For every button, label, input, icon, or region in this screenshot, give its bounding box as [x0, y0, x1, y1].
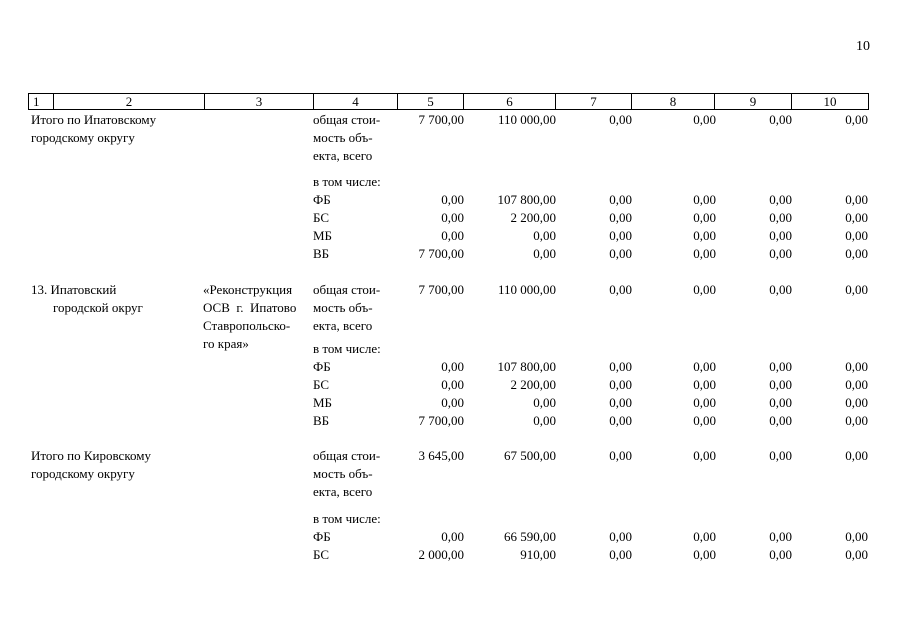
block-name-line: городскому округу: [31, 466, 135, 481]
table-cell: 0,00: [769, 228, 792, 243]
table-cell: 0,00: [693, 246, 716, 261]
object-name-line: Ставропольско-: [203, 318, 291, 333]
table-cell: 0,00: [769, 448, 792, 463]
table-cell: 0,00: [441, 529, 464, 544]
table-cell: 2 200,00: [510, 210, 556, 225]
row-label: БС: [313, 377, 330, 392]
row-label: ВБ: [313, 246, 330, 261]
total-label-line: общая стои-: [313, 282, 381, 297]
table-cell: 0,00: [769, 413, 792, 428]
table-cell: 0,00: [609, 413, 632, 428]
header-col-4: 4: [313, 94, 397, 109]
table-cell: 0,00: [609, 529, 632, 544]
total-label-line: мость объ-: [313, 130, 373, 145]
table-cell: 0,00: [769, 112, 792, 127]
header-col-8: 8: [631, 94, 714, 109]
table-cell: 0,00: [769, 246, 792, 261]
table-cell: 0,00: [845, 448, 868, 463]
incl-label: в том числе:: [313, 341, 381, 356]
table-cell: 0,00: [769, 359, 792, 374]
total-label-line: екта, всего: [313, 148, 373, 163]
table-cell: 0,00: [769, 529, 792, 544]
table-cell: 67 500,00: [504, 448, 556, 463]
row-label: БС: [313, 210, 330, 225]
table-cell: 0,00: [609, 377, 632, 392]
header-col-9: 9: [714, 94, 791, 109]
header-col-2: 2: [53, 94, 204, 109]
table-cell: 0,00: [845, 529, 868, 544]
table-cell: 0,00: [693, 448, 716, 463]
table-cell: 7 700,00: [418, 246, 464, 261]
table-cell: 0,00: [845, 282, 868, 297]
table-cell: 0,00: [845, 228, 868, 243]
table-cell: 0,00: [609, 210, 632, 225]
table-cell: 0,00: [441, 377, 464, 392]
header-col-3: 3: [204, 94, 313, 109]
total-label-line: мость объ-: [313, 466, 373, 481]
row-label: ФБ: [313, 359, 331, 374]
table-cell: 0,00: [845, 246, 868, 261]
table-cell: 0,00: [693, 377, 716, 392]
block-name-line: Итого по Кировскому: [31, 448, 151, 463]
table-cell: 0,00: [845, 210, 868, 225]
table-cell: 0,00: [441, 210, 464, 225]
table-cell: 7 700,00: [418, 112, 464, 127]
table-cell: 0,00: [441, 228, 464, 243]
table-cell: 0,00: [441, 395, 464, 410]
table-cell: 0,00: [609, 228, 632, 243]
table-cell: 0,00: [609, 246, 632, 261]
table-cell: 0,00: [441, 192, 464, 207]
table-cell: 3 645,00: [418, 448, 464, 463]
table-cell: 0,00: [533, 413, 556, 428]
table-cell: 0,00: [693, 112, 716, 127]
row-label: МБ: [313, 395, 333, 410]
table-cell: 0,00: [845, 192, 868, 207]
row-label: ФБ: [313, 529, 331, 544]
table-cell: 910,00: [520, 547, 556, 562]
table-cell: 0,00: [533, 228, 556, 243]
table-cell: 2 000,00: [418, 547, 464, 562]
table-cell: 0,00: [693, 529, 716, 544]
row-label: МБ: [313, 228, 333, 243]
total-label-line: екта, всего: [313, 318, 373, 333]
table-cell: 0,00: [693, 359, 716, 374]
table-cell: 0,00: [693, 413, 716, 428]
table-cell: 2 200,00: [510, 377, 556, 392]
table-cell: 110 000,00: [497, 282, 556, 297]
object-name-line: го края»: [203, 336, 249, 351]
table-cell: 0,00: [609, 112, 632, 127]
block-name-line: 13. Ипатовский: [31, 282, 117, 297]
table-cell: 0,00: [845, 112, 868, 127]
incl-label: в том числе:: [313, 174, 381, 189]
row-label: ВБ: [313, 413, 330, 428]
header-col-1: 1: [33, 94, 40, 109]
row-label: ФБ: [313, 192, 331, 207]
header-col-10: 10: [791, 94, 868, 109]
header-col-5: 5: [397, 94, 463, 109]
table-cell: 0,00: [609, 547, 632, 562]
table-cell: 0,00: [609, 359, 632, 374]
table-cell: 7 700,00: [418, 413, 464, 428]
table-cell: 0,00: [693, 192, 716, 207]
table-cell: 0,00: [693, 282, 716, 297]
table-cell: 0,00: [609, 448, 632, 463]
total-label-line: мость объ-: [313, 300, 373, 315]
object-name-line: «Реконструкция: [203, 282, 293, 297]
incl-label: в том числе:: [313, 511, 381, 526]
table-cell: 0,00: [693, 547, 716, 562]
block-name-line: городской округ: [53, 300, 143, 315]
table-cell: 0,00: [845, 413, 868, 428]
table-cell: 0,00: [441, 359, 464, 374]
total-label-line: екта, всего: [313, 484, 373, 499]
table-cell: 0,00: [769, 210, 792, 225]
table-cell: 0,00: [769, 395, 792, 410]
object-name-line: ОСВ г. Ипатово: [203, 300, 297, 315]
table-cell: 0,00: [845, 395, 868, 410]
table-cell: 0,00: [769, 377, 792, 392]
table-cell: 0,00: [845, 377, 868, 392]
table-cell: 0,00: [693, 210, 716, 225]
table-cell: 0,00: [769, 547, 792, 562]
table-cell: 66 590,00: [504, 529, 556, 544]
table-cell: 107 800,00: [497, 359, 556, 374]
header-col-6: 6: [463, 94, 555, 109]
table-cell: 0,00: [609, 192, 632, 207]
table-cell: 110 000,00: [497, 112, 556, 127]
total-label-line: общая стои-: [313, 448, 381, 463]
block-name-line: городскому округу: [31, 130, 135, 145]
table-cell: 0,00: [533, 246, 556, 261]
table-cell: 0,00: [845, 547, 868, 562]
table-cell: 7 700,00: [418, 282, 464, 297]
table-cell: 0,00: [609, 282, 632, 297]
block-name-line: Итого по Ипатовскому: [31, 112, 157, 127]
table-cell: 107 800,00: [497, 192, 556, 207]
table-cell: 0,00: [693, 228, 716, 243]
total-label-line: общая стои-: [313, 112, 381, 127]
table-cell: 0,00: [845, 359, 868, 374]
table-cell: 0,00: [533, 395, 556, 410]
row-label: БС: [313, 547, 330, 562]
table-header-row: [28, 93, 869, 110]
table-cell: 0,00: [609, 395, 632, 410]
header-col-7: 7: [555, 94, 631, 109]
table-cell: 0,00: [693, 395, 716, 410]
page-number: 10: [856, 39, 870, 54]
table-cell: 0,00: [769, 282, 792, 297]
table-cell: 0,00: [769, 192, 792, 207]
